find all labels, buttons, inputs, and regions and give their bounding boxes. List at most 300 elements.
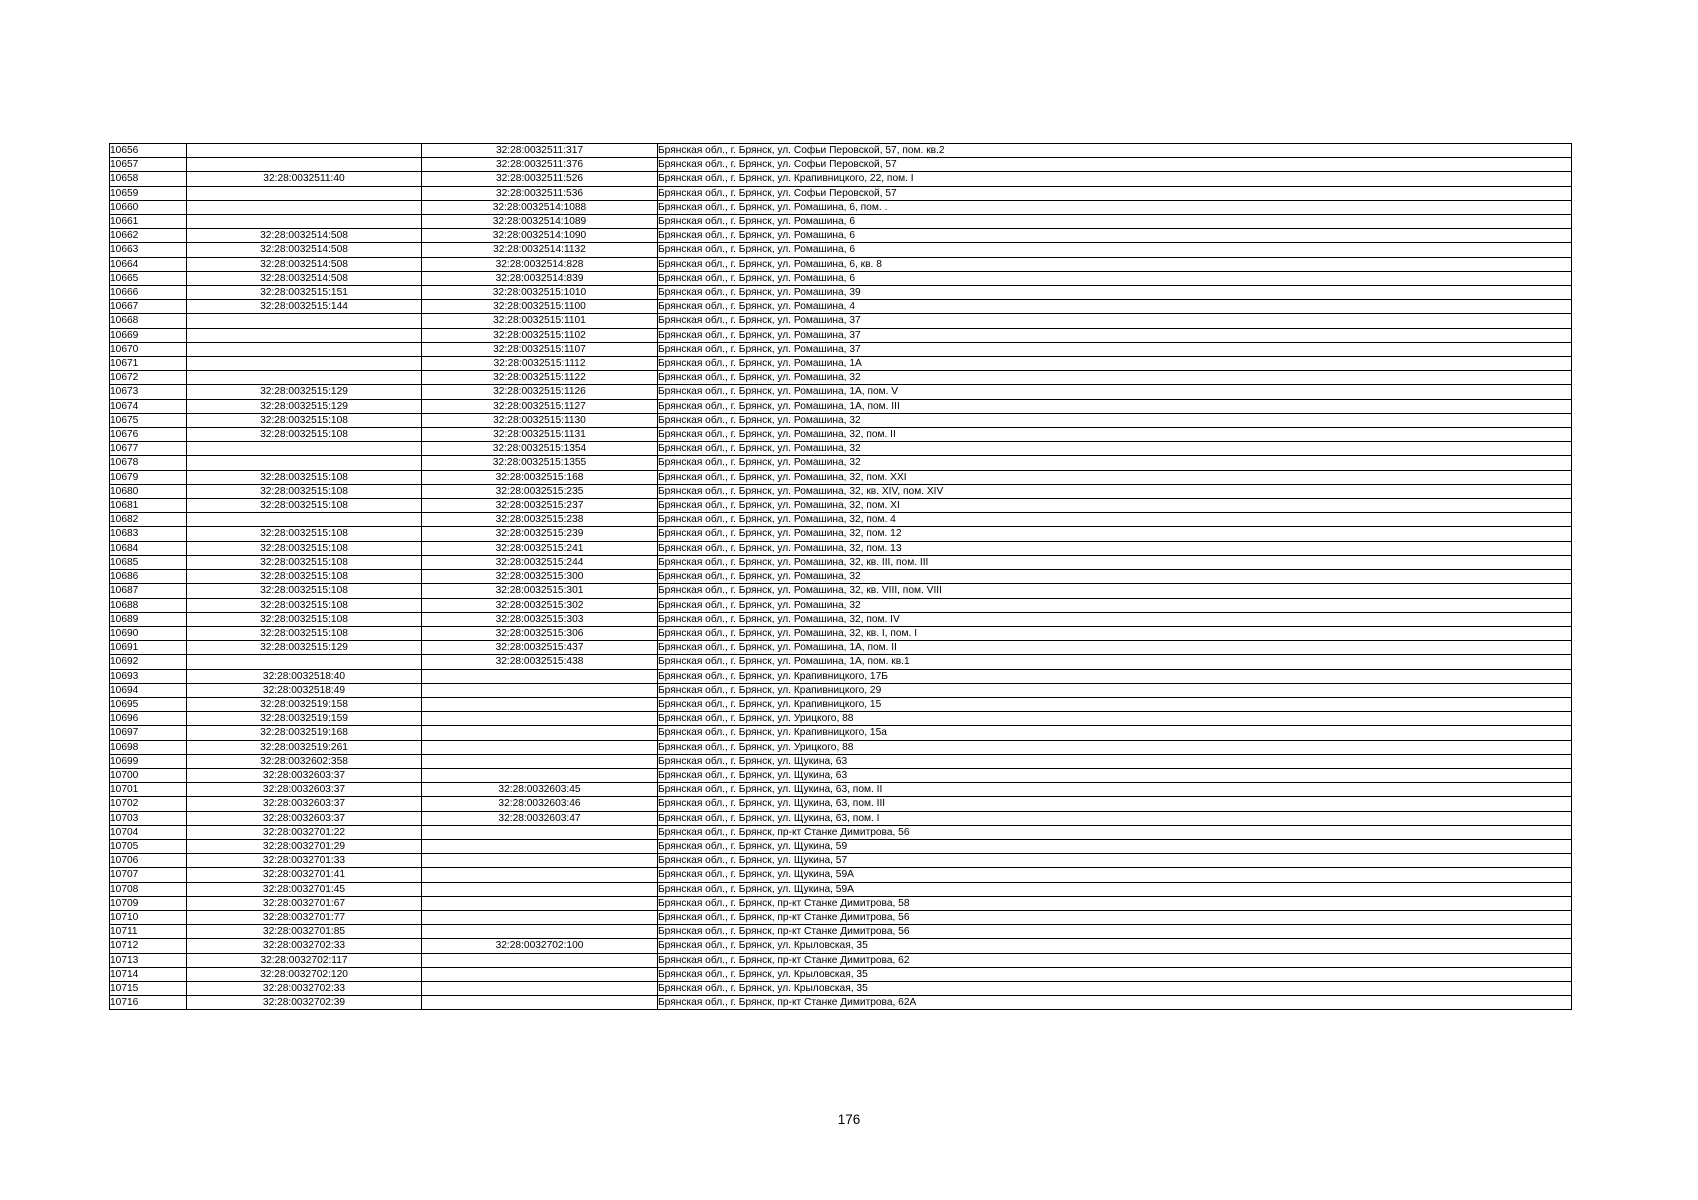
parcel-number-cell: 32:28:0032701:67 (187, 896, 422, 910)
table-row (110, 981, 1572, 995)
object-number-cell: 32:28:0032511:317 (422, 144, 658, 158)
address-cell: Брянская обл., г. Брянск, пр-кт Станке Димитрова, 56 (658, 911, 910, 923)
row-number-cell: 10708 (110, 882, 187, 896)
object-number-cell: 32:28:0032511:526 (422, 172, 658, 186)
table-row (110, 399, 1572, 413)
row-number-cell: 10712 (110, 939, 187, 953)
object-number-cell: 32:28:0032511:376 (422, 158, 658, 172)
parcel-number-cell: 32:28:0032515:108 (187, 612, 422, 626)
table-row (110, 854, 1572, 868)
object-number-cell: 32:28:0032702:100 (422, 939, 658, 953)
table-row (110, 797, 1572, 811)
row-number-cell: 10670 (110, 342, 187, 356)
object-number-cell: 32:28:0032603:45 (422, 783, 658, 797)
row-number-cell: 10666 (110, 286, 187, 300)
row-number-cell: 10659 (110, 186, 187, 200)
table-row (110, 754, 1572, 768)
object-number-cell: 32:28:0032515:238 (422, 513, 658, 527)
address-cell: Брянская обл., г. Брянск, пр-кт Станке Димитрова, 56 (658, 826, 910, 838)
row-number-cell: 10713 (110, 953, 187, 967)
parcel-number-cell (187, 186, 422, 200)
object-number-cell: 32:28:0032515:241 (422, 541, 658, 555)
parcel-number-cell: 32:28:0032701:77 (187, 910, 422, 924)
row-number-cell: 10685 (110, 555, 187, 569)
object-number-cell: 32:28:0032515:1112 (422, 357, 658, 371)
parcel-number-cell (187, 215, 422, 229)
address-cell: Брянская обл., г. Брянск, ул. Ромашина, 6, пом. . (658, 201, 888, 213)
address-cell: Брянская обл., г. Брянск, ул. Крапивницкого, 22, пом. I (658, 173, 914, 185)
table-row (110, 882, 1572, 896)
parcel-number-cell: 32:28:0032518:49 (187, 683, 422, 697)
parcel-number-cell: 32:28:0032514:508 (187, 271, 422, 285)
address-cell: Брянская обл., г. Брянск, ул. Ромашина, 32, кв. I, пом. I (658, 627, 918, 639)
address-cell: Брянская обл., г. Брянск, ул. Ромашина, 32, пом. 4 (658, 514, 896, 526)
parcel-number-cell: 32:28:0032702:33 (187, 981, 422, 995)
object-number-cell (422, 768, 658, 782)
row-number-cell: 10676 (110, 428, 187, 442)
object-number-cell (422, 910, 658, 924)
table-row (110, 385, 1572, 399)
row-number-cell: 10662 (110, 229, 187, 243)
row-number-cell: 10702 (110, 797, 187, 811)
table-row (110, 541, 1572, 555)
address-cell: Брянская обл., г. Брянск, ул. Щукина, 57 (658, 855, 848, 867)
parcel-number-cell: 32:28:0032515:108 (187, 584, 422, 598)
table-row (110, 626, 1572, 640)
row-number-cell: 10716 (110, 996, 187, 1010)
object-number-cell (422, 925, 658, 939)
table-row (110, 740, 1572, 754)
row-number-cell: 10684 (110, 541, 187, 555)
parcel-number-cell: 32:28:0032511:40 (187, 172, 422, 186)
row-number-cell: 10707 (110, 868, 187, 882)
row-number-cell: 10704 (110, 825, 187, 839)
table-row (110, 484, 1572, 498)
table-row (110, 641, 1572, 655)
parcel-number-cell (187, 144, 422, 158)
parcel-number-cell: 32:28:0032702:39 (187, 996, 422, 1010)
object-number-cell (422, 967, 658, 981)
row-number-cell: 10683 (110, 527, 187, 541)
table-row (110, 328, 1572, 342)
table-row (110, 470, 1572, 484)
object-number-cell: 32:28:0032515:301 (422, 584, 658, 598)
object-number-cell: 32:28:0032515:237 (422, 499, 658, 513)
row-number-cell: 10667 (110, 300, 187, 314)
row-number-cell: 10700 (110, 768, 187, 782)
table-row (110, 200, 1572, 214)
object-number-cell (422, 825, 658, 839)
row-number-cell: 10674 (110, 399, 187, 413)
address-cell: Брянская обл., г. Брянск, ул. Ромашина, 1А, пом. II (658, 642, 897, 654)
table-row (110, 783, 1572, 797)
parcel-number-cell (187, 328, 422, 342)
parcel-number-cell: 32:28:0032515:129 (187, 399, 422, 413)
address-cell: Брянская обл., г. Брянск, ул. Ромашина, 32 (658, 414, 861, 426)
row-number-cell: 10694 (110, 683, 187, 697)
parcel-number-cell: 32:28:0032515:144 (187, 300, 422, 314)
address-cell: Брянская обл., г. Брянск, ул. Ромашина, 6 (658, 244, 856, 256)
table-row (110, 357, 1572, 371)
address-cell: Брянская обл., г. Брянск, ул. Ромашина, 6 (658, 272, 856, 284)
row-number-cell: 10692 (110, 655, 187, 669)
table-row (110, 229, 1572, 243)
object-number-cell: 32:28:0032515:438 (422, 655, 658, 669)
row-number-cell: 10665 (110, 271, 187, 285)
row-number-cell: 10698 (110, 740, 187, 754)
row-number-cell: 10705 (110, 839, 187, 853)
table-row (110, 683, 1572, 697)
table-row (110, 896, 1572, 910)
row-number-cell: 10661 (110, 215, 187, 229)
object-number-cell: 32:28:0032514:1088 (422, 200, 658, 214)
address-cell: Брянская обл., г. Брянск, ул. Ромашина, 6 (658, 216, 856, 228)
address-cell: Брянская обл., г. Брянск, ул. Щукина, 59 (658, 840, 848, 852)
row-number-cell: 10696 (110, 712, 187, 726)
row-number-cell: 10711 (110, 925, 187, 939)
object-number-cell (422, 697, 658, 711)
row-number-cell: 10701 (110, 783, 187, 797)
parcel-number-cell: 32:28:0032515:108 (187, 499, 422, 513)
object-number-cell: 32:28:0032514:828 (422, 257, 658, 271)
address-cell: Брянская обл., г. Брянск, ул. Крапивницкого, 17Б (658, 670, 888, 682)
row-number-cell: 10703 (110, 811, 187, 825)
parcel-number-cell: 32:28:0032701:45 (187, 882, 422, 896)
parcel-number-cell (187, 357, 422, 371)
parcel-number-cell: 32:28:0032515:108 (187, 598, 422, 612)
parcel-number-cell: 32:28:0032515:129 (187, 385, 422, 399)
object-number-cell: 32:28:0032515:1354 (422, 442, 658, 456)
object-number-cell: 32:28:0032514:839 (422, 271, 658, 285)
address-cell: Брянская обл., г. Брянск, пр-кт Станке Димитрова, 58 (658, 897, 910, 909)
table-row (110, 939, 1572, 953)
table-row (110, 371, 1572, 385)
parcel-number-cell (187, 158, 422, 172)
address-cell: Брянская обл., г. Брянск, ул. Ромашина, 1А (658, 358, 862, 370)
registry-sheet (109, 143, 1572, 1010)
parcel-number-cell: 32:28:0032519:261 (187, 740, 422, 754)
table-row (110, 527, 1572, 541)
table-row (110, 243, 1572, 257)
address-cell: Брянская обл., г. Брянск, ул. Крапивницкого, 15 (658, 698, 882, 710)
address-cell: Брянская обл., г. Брянск, ул. Софьи Перовской, 57, пом. кв.2 (658, 145, 945, 156)
address-cell: Брянская обл., г. Брянск, ул. Ромашина, 32, пом. XI (658, 500, 900, 512)
table-row (110, 428, 1572, 442)
parcel-number-cell: 32:28:0032519:168 (187, 726, 422, 740)
object-number-cell (422, 953, 658, 967)
table-row (110, 967, 1572, 981)
parcel-number-cell: 32:28:0032514:508 (187, 257, 422, 271)
parcel-number-cell: 32:28:0032515:108 (187, 428, 422, 442)
object-number-cell: 32:28:0032515:303 (422, 612, 658, 626)
object-number-cell: 32:28:0032515:1130 (422, 413, 658, 427)
object-number-cell (422, 669, 658, 683)
row-number-cell: 10658 (110, 172, 187, 186)
table-row (110, 158, 1572, 172)
parcel-number-cell: 32:28:0032518:40 (187, 669, 422, 683)
object-number-cell: 32:28:0032514:1089 (422, 215, 658, 229)
table-row (110, 570, 1572, 584)
address-cell: Брянская обл., г. Брянск, ул. Ромашина, 32 (658, 571, 861, 583)
row-number-cell: 10678 (110, 456, 187, 470)
address-cell: Брянская обл., г. Брянск, ул. Ромашина, 6, кв. 8 (658, 258, 882, 270)
table-row (110, 669, 1572, 683)
table-row (110, 726, 1572, 740)
table-row (110, 555, 1572, 569)
table-row (110, 442, 1572, 456)
row-number-cell: 10688 (110, 598, 187, 612)
parcel-number-cell: 32:28:0032515:108 (187, 527, 422, 541)
table-row (110, 499, 1572, 513)
object-number-cell (422, 740, 658, 754)
parcel-number-cell: 32:28:0032603:37 (187, 811, 422, 825)
address-cell: Брянская обл., г. Брянск, ул. Щукина, 63, пом. III (658, 798, 886, 810)
address-cell: Брянская обл., г. Брянск, ул. Ромашина, 37 (658, 315, 861, 327)
row-number-cell: 10664 (110, 257, 187, 271)
address-cell: Брянская обл., г. Брянск, ул. Ромашина, 32, кв. XIV, пом. XIV (658, 485, 944, 497)
parcel-number-cell (187, 456, 422, 470)
table-row (110, 910, 1572, 924)
object-number-cell (422, 683, 658, 697)
parcel-number-cell (187, 342, 422, 356)
table-row (110, 186, 1572, 200)
address-cell: Брянская обл., г. Брянск, ул. Щукина, 63 (658, 755, 848, 767)
table-row (110, 697, 1572, 711)
row-number-cell: 10693 (110, 669, 187, 683)
address-cell: Брянская обл., г. Брянск, ул. Ромашина, 32, кв. VIII, пом. VIII (658, 585, 942, 597)
row-number-cell: 10673 (110, 385, 187, 399)
row-number-cell: 10699 (110, 754, 187, 768)
object-number-cell: 32:28:0032515:1131 (422, 428, 658, 442)
parcel-number-cell: 32:28:0032701:33 (187, 854, 422, 868)
object-number-cell: 32:28:0032603:46 (422, 797, 658, 811)
address-cell: Брянская обл., г. Брянск, ул. Ромашина, 1А, пом. III (658, 400, 900, 412)
address-cell: Брянская обл., г. Брянск, ул. Ромашина, 37 (658, 329, 861, 341)
parcel-number-cell: 32:28:0032603:37 (187, 768, 422, 782)
row-number-cell: 10697 (110, 726, 187, 740)
address-cell: Брянская обл., г. Брянск, ул. Ромашина, 32, пом. II (658, 429, 896, 441)
row-number-cell: 10691 (110, 641, 187, 655)
table-row (110, 172, 1572, 186)
parcel-number-cell: 32:28:0032515:108 (187, 413, 422, 427)
parcel-number-cell: 32:28:0032515:108 (187, 626, 422, 640)
address-cell: Брянская обл., г. Брянск, ул. Щукина, 63, пом. I (658, 812, 880, 824)
object-number-cell (422, 712, 658, 726)
parcel-number-cell: 32:28:0032515:108 (187, 541, 422, 555)
row-number-cell: 10669 (110, 328, 187, 342)
parcel-number-cell: 32:28:0032702:33 (187, 939, 422, 953)
parcel-number-cell: 32:28:0032701:29 (187, 839, 422, 853)
row-number-cell: 10682 (110, 513, 187, 527)
parcel-number-cell: 32:28:0032514:508 (187, 229, 422, 243)
address-cell: Брянская обл., г. Брянск, пр-кт Станке Димитрова, 56 (658, 926, 910, 938)
parcel-number-cell: 32:28:0032519:159 (187, 712, 422, 726)
parcel-number-cell: 32:28:0032701:85 (187, 925, 422, 939)
row-number-cell: 10706 (110, 854, 187, 868)
object-number-cell: 32:28:0032515:1107 (422, 342, 658, 356)
parcel-number-cell: 32:28:0032515:108 (187, 484, 422, 498)
object-number-cell: 32:28:0032515:1101 (422, 314, 658, 328)
table-row (110, 286, 1572, 300)
table-row (110, 868, 1572, 882)
address-cell: Брянская обл., г. Брянск, ул. Ромашина, 32, пом. XXI (658, 471, 907, 483)
table-row (110, 271, 1572, 285)
row-number-cell: 10660 (110, 200, 187, 214)
parcel-number-cell: 32:28:0032702:117 (187, 953, 422, 967)
address-cell: Брянская обл., г. Брянск, ул. Ромашина, 32, кв. III, пом. III (658, 556, 929, 568)
table-row (110, 953, 1572, 967)
parcel-number-cell: 32:28:0032702:120 (187, 967, 422, 981)
object-number-cell: 32:28:0032515:1010 (422, 286, 658, 300)
parcel-number-cell: 32:28:0032515:108 (187, 470, 422, 484)
parcel-number-cell: 32:28:0032515:129 (187, 641, 422, 655)
table-row (110, 413, 1572, 427)
table-row (110, 456, 1572, 470)
table-row (110, 768, 1572, 782)
object-number-cell: 32:28:0032515:239 (422, 527, 658, 541)
address-cell: Брянская обл., г. Брянск, ул. Ромашина, 1А, пом. V (658, 386, 899, 398)
row-number-cell: 10656 (110, 144, 187, 158)
address-cell: Брянская обл., г. Брянск, пр-кт Станке Димитрова, 62 (658, 954, 910, 966)
row-number-cell: 10687 (110, 584, 187, 598)
row-number-cell: 10710 (110, 910, 187, 924)
parcel-number-cell: 32:28:0032515:151 (187, 286, 422, 300)
table-row (110, 839, 1572, 853)
address-cell: Брянская обл., г. Брянск, ул. Ромашина, 6 (658, 230, 856, 242)
table-row (110, 655, 1572, 669)
address-cell: Брянская обл., г. Брянск, ул. Крапивницкого, 15а (658, 727, 887, 739)
parcel-number-cell: 32:28:0032515:108 (187, 555, 422, 569)
row-number-cell: 10672 (110, 371, 187, 385)
table-row (110, 300, 1572, 314)
registry-table-body (110, 144, 1572, 1010)
row-number-cell: 10681 (110, 499, 187, 513)
table-row (110, 584, 1572, 598)
object-number-cell: 32:28:0032514:1090 (422, 229, 658, 243)
parcel-number-cell: 32:28:0032603:37 (187, 797, 422, 811)
row-number-cell: 10686 (110, 570, 187, 584)
row-number-cell: 10690 (110, 626, 187, 640)
object-number-cell: 32:28:0032515:1100 (422, 300, 658, 314)
address-cell: Брянская обл., г. Брянск, ул. Ромашина, 37 (658, 343, 861, 355)
object-number-cell: 32:28:0032515:235 (422, 484, 658, 498)
address-cell: Брянская обл., г. Брянск, ул. Крыловская, 35 (658, 968, 868, 980)
table-row (110, 342, 1572, 356)
parcel-number-cell (187, 371, 422, 385)
table-row (110, 513, 1572, 527)
row-number-cell: 10668 (110, 314, 187, 328)
parcel-number-cell (187, 314, 422, 328)
page-number: 176 (837, 1112, 861, 1127)
parcel-number-cell (187, 513, 422, 527)
table-row (110, 314, 1572, 328)
address-cell: Брянская обл., г. Брянск, ул. Ромашина, 32 (658, 372, 861, 384)
object-number-cell (422, 896, 658, 910)
address-cell: Брянская обл., г. Брянск, ул. Крыловская, 35 (658, 982, 868, 994)
address-cell: Брянская обл., г. Брянск, ул. Щукина, 63 (658, 769, 848, 781)
object-number-cell: 32:28:0032515:437 (422, 641, 658, 655)
object-number-cell: 32:28:0032515:1127 (422, 399, 658, 413)
object-number-cell (422, 868, 658, 882)
address-cell: Брянская обл., г. Брянск, пр-кт Станке Димитрова, 62А (658, 997, 917, 1009)
row-number-cell: 10677 (110, 442, 187, 456)
object-number-cell (422, 854, 658, 868)
address-cell: Брянская обл., г. Брянск, ул. Ромашина, 39 (658, 287, 861, 299)
address-cell: Брянская обл., г. Брянск, ул. Софьи Перовской, 57 (658, 187, 897, 199)
object-number-cell: 32:28:0032515:302 (422, 598, 658, 612)
address-cell: Брянская обл., г. Брянск, ул. Ромашина, 32 (658, 457, 861, 469)
parcel-number-cell: 32:28:0032519:158 (187, 697, 422, 711)
address-cell: Брянская обл., г. Брянск, ул. Щукина, 59А (658, 883, 854, 895)
table-row (110, 811, 1572, 825)
object-number-cell: 32:28:0032515:1102 (422, 328, 658, 342)
row-number-cell: 10675 (110, 413, 187, 427)
row-number-cell: 10715 (110, 981, 187, 995)
object-number-cell: 32:28:0032603:47 (422, 811, 658, 825)
object-number-cell: 32:28:0032514:1132 (422, 243, 658, 257)
parcel-number-cell (187, 655, 422, 669)
address-cell: Брянская обл., г. Брянск, ул. Софьи Перовской, 57 (658, 159, 897, 171)
address-cell: Брянская обл., г. Брянск, ул. Ромашина, 4 (658, 301, 856, 313)
table-row (110, 925, 1572, 939)
registry-table (109, 143, 1572, 1010)
object-number-cell (422, 839, 658, 853)
row-number-cell: 10714 (110, 967, 187, 981)
object-number-cell (422, 996, 658, 1010)
address-cell: Брянская обл., г. Брянск, ул. Ромашина, 32, пом. 13 (658, 542, 902, 554)
parcel-number-cell: 32:28:0032514:508 (187, 243, 422, 257)
row-number-cell: 10671 (110, 357, 187, 371)
address-cell: Брянская обл., г. Брянск, ул. Крыловская, 35 (658, 940, 868, 952)
row-number-cell: 10709 (110, 896, 187, 910)
row-number-cell: 10680 (110, 484, 187, 498)
object-number-cell (422, 882, 658, 896)
parcel-number-cell: 32:28:0032603:37 (187, 783, 422, 797)
address-cell: Брянская обл., г. Брянск, ул. Крапивницкого, 29 (658, 684, 882, 696)
parcel-number-cell: 32:28:0032515:108 (187, 570, 422, 584)
parcel-number-cell (187, 200, 422, 214)
object-number-cell (422, 754, 658, 768)
address-cell: Брянская обл., г. Брянск, ул. Ромашина, 1А, пом. кв.1 (658, 656, 910, 668)
address-cell: Брянская обл., г. Брянск, ул. Щукина, 59А (658, 869, 854, 881)
object-number-cell: 32:28:0032515:306 (422, 626, 658, 640)
object-number-cell: 32:28:0032515:244 (422, 555, 658, 569)
object-number-cell: 32:28:0032515:1355 (422, 456, 658, 470)
object-number-cell: 32:28:0032511:536 (422, 186, 658, 200)
object-number-cell: 32:28:0032515:1122 (422, 371, 658, 385)
object-number-cell (422, 981, 658, 995)
table-row (110, 825, 1572, 839)
row-number-cell: 10663 (110, 243, 187, 257)
address-cell: Брянская обл., г. Брянск, ул. Ромашина, 32, пом. IV (658, 613, 900, 625)
object-number-cell: 32:28:0032515:168 (422, 470, 658, 484)
table-row (110, 612, 1572, 626)
object-number-cell: 32:28:0032515:1126 (422, 385, 658, 399)
object-number-cell (422, 726, 658, 740)
address-cell: Брянская обл., г. Брянск, ул. Урицкого, 88 (658, 713, 854, 725)
address-cell: Брянская обл., г. Брянск, ул. Ромашина, 32 (658, 599, 861, 611)
object-number-cell: 32:28:0032515:300 (422, 570, 658, 584)
address-cell: Брянская обл., г. Брянск, ул. Щукина, 63, пом. II (658, 784, 883, 796)
row-number-cell: 10689 (110, 612, 187, 626)
address-cell: Брянская обл., г. Брянск, ул. Урицкого, 88 (658, 741, 854, 753)
row-number-cell: 10657 (110, 158, 187, 172)
row-number-cell: 10695 (110, 697, 187, 711)
parcel-number-cell: 32:28:0032701:41 (187, 868, 422, 882)
parcel-number-cell: 32:28:0032602:358 (187, 754, 422, 768)
address-cell: Брянская обл., г. Брянск, ул. Ромашина, 32 (658, 443, 861, 455)
address-cell: Брянская обл., г. Брянск, ул. Ромашина, 32, пом. 12 (658, 528, 902, 540)
